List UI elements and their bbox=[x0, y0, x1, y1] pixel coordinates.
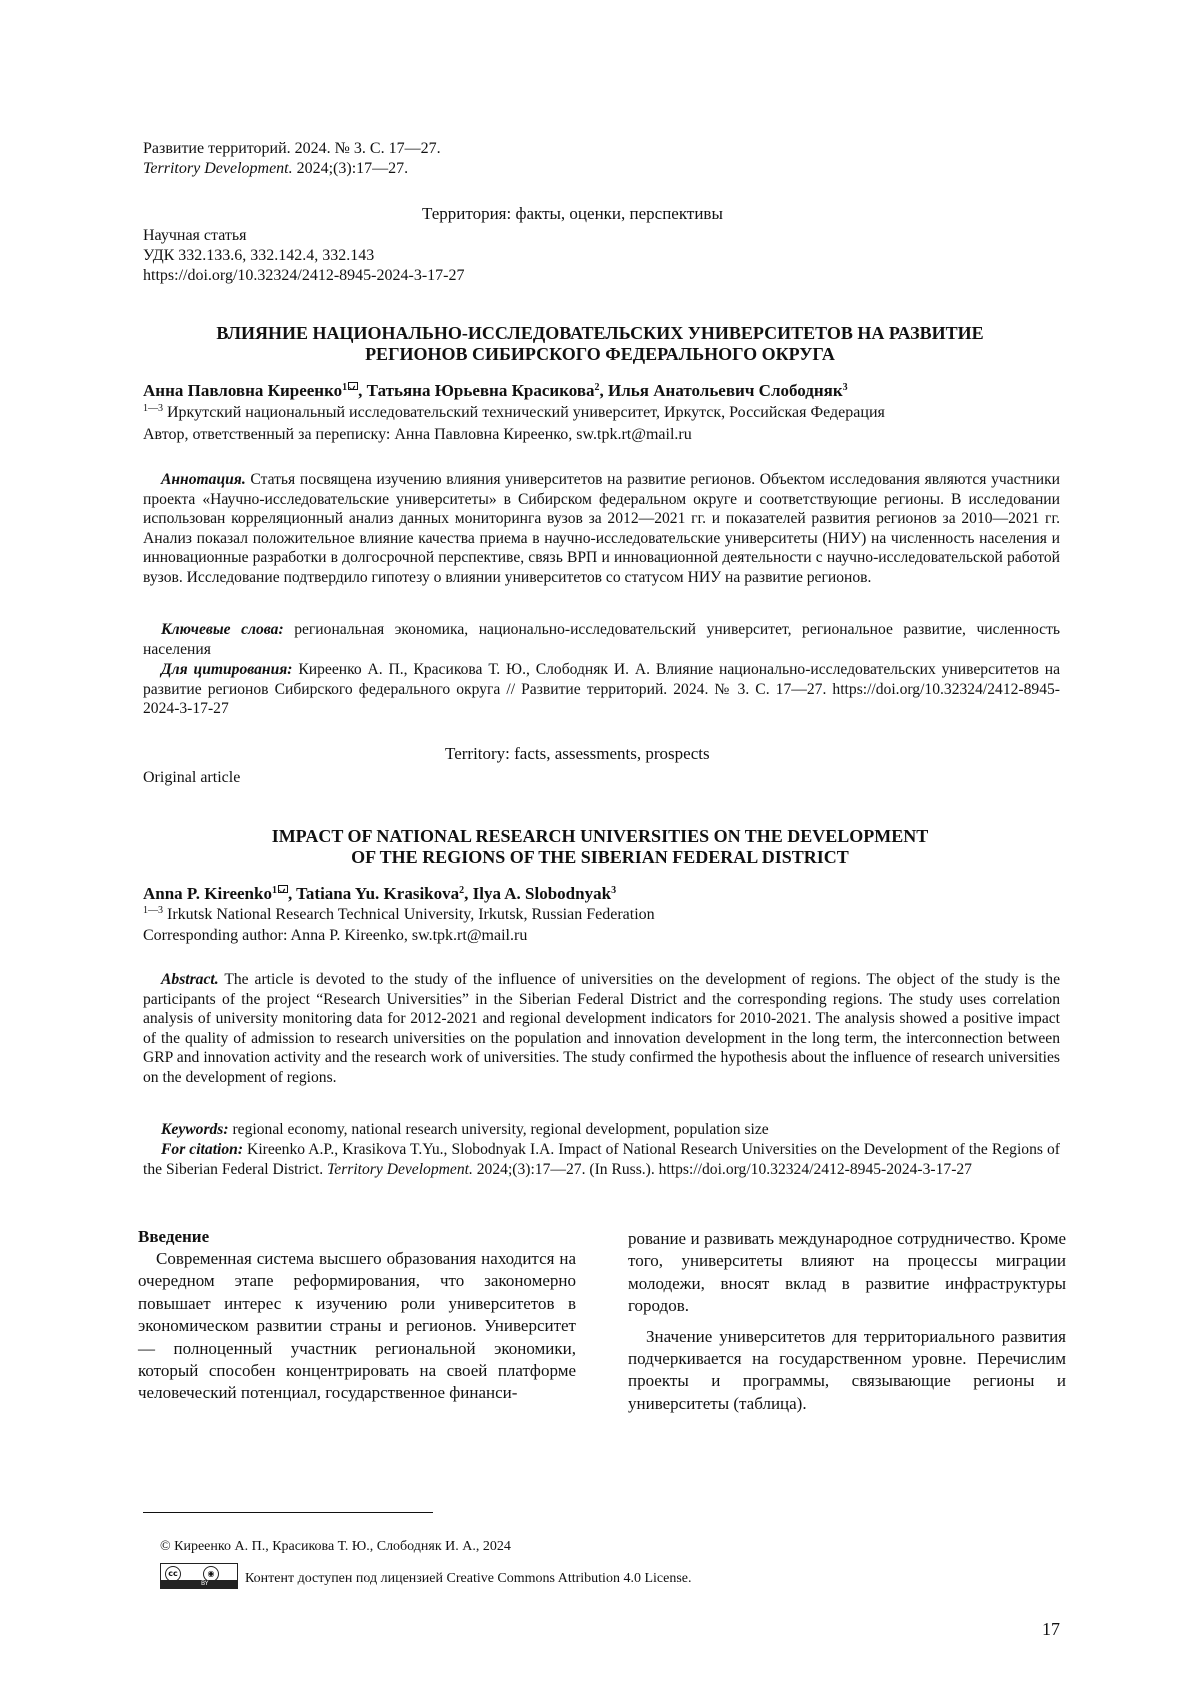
authors-ru bbox=[143, 380, 848, 401]
license-badge-bar bbox=[161, 1580, 237, 1588]
license-badge-label: BY bbox=[201, 1580, 209, 1587]
affiliation-text: Irkutsk National Research Technical University, Irkutsk, Russian Federation bbox=[163, 906, 655, 923]
author-name: Анна Павловна Киреенко bbox=[143, 381, 343, 400]
citation-en bbox=[143, 1140, 1060, 1179]
citation-text-en-b: 2024;(3):17—27. (In Russ.). https://doi.org/10.32324/2412-8945-2024-3-17-27 bbox=[472, 1160, 972, 1178]
author-name: , Илья Анатольевич Слободняк bbox=[599, 381, 843, 400]
keywords-text-ru: региональная экономика, национально-исследовательский университет, региональное развитие, численность населения bbox=[143, 621, 1060, 658]
citation-text-en-a: Kireenko A.P., Krasikova T.Yu., Slobodnyak I.A. Impact of National Research Universities on the Development of the Regions of the Siberian Federal District. bbox=[143, 1141, 1060, 1178]
keywords-label-en: Keywords: bbox=[161, 1121, 229, 1138]
udk: УДК 332.133.6, 332.142.4, 332.143 bbox=[143, 247, 375, 264]
abstract-text-en: The article is devoted to the study of the influence of universities on the development of regions. The object of the study is the participants of the project “Research Universities” in the Siberian Federal District and the corresponding regions. The study uses correlation analysis of university monitoring data for 2012-2021 and regional development indicators for 2010-2021. The analysis showed a positive impact of the quality of admission to research universities on the population and innovation development in the long term, the interconnection between GRP and innovation activity and the research work of universities. The study confirmed the hypothesis about the influence of research universities on the development of regions. bbox=[143, 971, 1060, 1086]
abstract-label-ru: Аннотация. bbox=[161, 471, 246, 488]
author-name: , Tatiana Yu. Krasikova bbox=[287, 884, 460, 903]
section-heading-intro: Введение bbox=[138, 1227, 210, 1246]
journal-issue-en: 2024;(3):17—27. bbox=[292, 160, 409, 177]
authors-en bbox=[143, 883, 616, 904]
author-name: , Ilya A. Slobodnyak bbox=[464, 884, 612, 903]
author-sup: 1 bbox=[271, 885, 277, 896]
article-title-ru bbox=[120, 323, 1080, 365]
author-sup: 2 bbox=[459, 885, 465, 896]
license-notice: Контент доступен под лицензией Creative Commons Attribution 4.0 License. bbox=[245, 1571, 692, 1586]
footnote-divider bbox=[143, 1512, 433, 1513]
citation-journal-en: Territory Development. bbox=[327, 1160, 473, 1178]
affiliation-sup: 1—3 bbox=[143, 905, 163, 916]
body-paragraph: рование и развивать международное сотрудничество. Кроме того, университеты влияют на процессы миграции молодежи, вносят вклад в развитие инфраструктуры городов. bbox=[628, 1229, 1066, 1316]
page-number: 17 bbox=[1042, 1619, 1060, 1639]
corresponding-author-en: Corresponding author: Anna P. Kireenko, sw.tpk.rt@mail.ru bbox=[143, 927, 528, 944]
body-column-right bbox=[628, 1228, 1066, 1415]
affiliation-sup: 1—3 bbox=[143, 403, 163, 414]
keywords-text-en: regional economy, national research university, regional development, population size bbox=[228, 1121, 769, 1138]
author-name: , Татьяна Юрьевна Красикова bbox=[358, 381, 595, 400]
person-circle-icon: ◉ bbox=[203, 1566, 219, 1582]
author-name: Anna P. Kireenko bbox=[143, 884, 272, 903]
citation-ru bbox=[143, 660, 1060, 719]
keywords-en bbox=[143, 1120, 1060, 1140]
journal-citation-ru: Развитие территорий. 2024. № 3. С. 17—27. bbox=[143, 140, 441, 157]
corresponding-author-ru: Автор, ответственный за переписку: Анна Павловна Киреенко, sw.tpk.rt@mail.ru bbox=[143, 426, 692, 443]
author-sup: 3 bbox=[611, 885, 617, 896]
article-title-ru-line2: РЕГИОНОВ СИБИРСКОГО ФЕДЕРАЛЬНОГО ОКРУГА bbox=[365, 344, 835, 364]
article-title-en-line1: IMPACT OF NATIONAL RESEARCH UNIVERSITIES ON THE DEVELOPMENT bbox=[271, 826, 929, 846]
affiliation-text: Иркутский национальный исследовательский технический университет, Иркутск, Российская Федерация bbox=[163, 404, 885, 421]
section-title-en: Territory: facts, assessments, prospects bbox=[445, 744, 710, 763]
body-column-left bbox=[138, 1226, 576, 1405]
mail-icon bbox=[348, 382, 358, 390]
article-type-ru: Научная статья bbox=[143, 227, 247, 244]
author-sup: 2 bbox=[594, 382, 600, 393]
journal-name-en: Territory Development. bbox=[143, 160, 293, 177]
mail-icon bbox=[278, 885, 288, 893]
abstract-label-en: Abstract. bbox=[161, 971, 219, 988]
article-title-en-line2: OF THE REGIONS OF THE SIBERIAN FEDERAL DISTRICT bbox=[351, 847, 849, 867]
citation-label-ru: Для цитирования: bbox=[161, 661, 293, 678]
article-title-ru-line1: ВЛИЯНИЕ НАЦИОНАЛЬНО-ИССЛЕДОВАТЕЛЬСКИХ УНИВЕРСИТЕТОВ НА РАЗВИТИЕ bbox=[216, 323, 984, 343]
citation-text-ru: Киреенко А. П., Красикова Т. Ю., Слободняк И. А. Влияние национально-исследовательских университетов на развитие регионов Сибирского федерального округа // Развитие территорий. 2024. № 3. С. 17—27. https://doi.org/10.32324/2412-8945-2024-3-17-27 bbox=[143, 661, 1060, 718]
keywords-label-ru: Ключевые слова: bbox=[161, 621, 284, 638]
article-type-en: Original article bbox=[143, 769, 241, 786]
keywords-ru bbox=[143, 620, 1060, 659]
copyright-notice: © Киреенко А. П., Красикова Т. Ю., Слободняк И. А., 2024 bbox=[160, 1539, 511, 1554]
journal-citation-en bbox=[143, 159, 408, 179]
body-paragraph: Современная система высшего образования находится на очередном этапе реформирования, что закономерно повышает интерес к изучению роли университетов в экономическом развитии страны и регионов. Университет — полноценный участник региональной экономики, который способен концентрировать на своей платформе человеческий потенциал, государственное финанси- bbox=[138, 1249, 576, 1403]
article-title-en bbox=[120, 826, 1080, 868]
author-sup: 3 bbox=[842, 382, 848, 393]
affiliation-en bbox=[143, 905, 655, 925]
affiliation-ru bbox=[143, 403, 885, 423]
author-sup: 1 bbox=[342, 382, 348, 393]
cc-circle-icon: cc bbox=[165, 1566, 181, 1582]
body-paragraph: Значение университетов для территориального развития подчеркивается на государственном уровне. Перечислим проекты и программы, связывающие регионы и университеты (таблица). bbox=[628, 1326, 1066, 1413]
abstract-en bbox=[143, 970, 1060, 1088]
citation-label-en: For citation: bbox=[161, 1141, 244, 1158]
abstract-ru bbox=[143, 470, 1060, 588]
cc-by-license-icon bbox=[160, 1563, 238, 1589]
doi-link[interactable]: https://doi.org/10.32324/2412-8945-2024-3-17-27 bbox=[143, 267, 465, 284]
section-title-ru: Территория: факты, оценки, перспективы bbox=[422, 204, 723, 223]
abstract-text-ru: Статья посвящена изучению влияния университетов на развитие регионов. Объектом исследования являются участники проекта «Научно-исследовательские университеты» в Сибирском федеральном округе и соответствующие регионы. В исследовании использован корреляционный анализ данных мониторинга вузов за 2012—2021 гг. и показателей развития регионов за 2010—2021 гг. Анализ показал положительное влияние качества приема в научно-исследовательские университеты (НИУ) на численность населения и инновационные разработки в долгосрочной перспективе, связь ВРП и инновационной деятельности с научно-исследовательской работой вузов. Исследование подтвердило гипотезу о влиянии университетов со статусом НИУ на развитие регионов. bbox=[143, 471, 1060, 586]
